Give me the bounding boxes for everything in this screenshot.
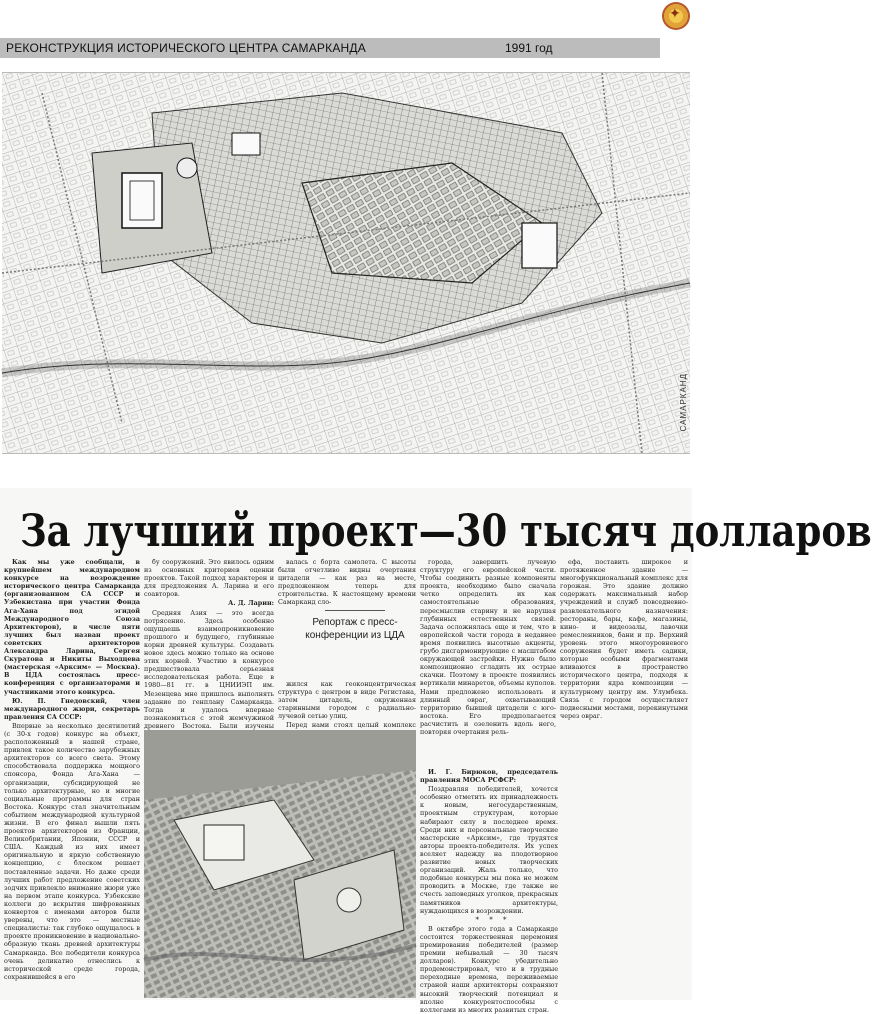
header-title: РЕКОНСТРУКЦИЯ ИСТОРИЧЕСКОГО ЦЕНТРА САМАРКАНДА (6, 41, 366, 55)
paragraph: ефа, поставить широкое и протяженное здание — многофункциональный комплекс для горожан. Это здание должно содержать максимальный набор учреждений и служб повседневно-развлекательного назначения: рестораны, бары, кафе, магазины, кино- и видеозалы, лавочки ремесленников, бани и пр. Верхний уровень этого многоуровневого сооружения будет иметь садики, которые особыми фрагментами вливаются в пространство исторического центра, подходя к территории ядра композиции — культурному центру им. Улумбека. Связь с городом осуществляет подвесными мостами, перекинутыми через овраг. (560, 558, 688, 720)
section-divider: * * * (475, 915, 511, 924)
city-plan-svg (2, 73, 690, 453)
model-photo-svg (144, 730, 416, 998)
speaker-larin: А. Д. Ларин: (228, 599, 274, 608)
paragraph: валась с борта самолета. С высоты были отчетливо видны очертания цитадели — как раз на месте, предложенном теперь для строительства. К настоящему времени Самарканд сло- (278, 558, 416, 607)
paragraph: бу сооружений. Это явилось одним из основных критериев оценки проектов. Такой подход характерен и для предложения А. Ларина и его соавторов. (144, 558, 274, 599)
article-column-4 (420, 558, 556, 748)
paragraph: Средняя Азия — это всегда потрясение. Здесь особенно ощущаешь взаимопроникновение прошлого и будущего, глубинные корни древней культуры. Создавать новое здесь можно только на основе этих корней. Участию в конкурсе предшествовала серьезная исследовательская работа. Еще в 1980—81 гг. в ЦНИИЭП им. Мезенцева мне пришлось выполнять задание по генплану Самарканда. Тогда и удалось впервые познакомиться с этой жемчужиной древнего Востока. Были изучены (144, 608, 274, 730)
article-column-2 (144, 558, 274, 748)
page-header (0, 38, 660, 58)
paragraph: Впервые за несколько десятилетий (с 30-х годов) конкурс на объект, расположенный в нашей стране, привлек такое количество зарубежных архитекторов со всего света. Этому способствовала поддержка мощного спонсора, Фонда Ага-Хана — организации, субсидирующей не только архитектурные, но и многие социальные программы для стран Востока. Конкурс стал значительным событием международной культурной жизни. В его финал вышли пять проектов архитекторов из Франции, Великобритании, Японии, СССР и США. Каждый из них имеет оригинальную и яркую собственную концепцию, с блеском решает поставленные задачи. Но даже среди лучших работ предложение советских зодчих привлекло внимание жюри уже на первом этапе конкурса. Узбекские коллеги до вскрытия шифрованных конвертов с именами авторов были уверены, что это — местные специалисты: так глубоко ощущалось в проекте проникновение в национально-образную ткань древней архитектуры Самарканда. Все победители конкурса очень деликатно отнеслись к исторической среде города, сохранившейся в его (4, 721, 140, 981)
speaker-gnedovsky: Ю. П. Гнедовский, член международного жюри, секретарь правления СА СССР: (4, 696, 140, 721)
reportage-rule (325, 610, 385, 611)
paragraph: жился как геоконцентрическая структура с центром в виде Регистана, затем цитадель, окруженная старинными городом с радиально-лучевой сетью улиц. (278, 680, 416, 721)
speaker-biryukov: И. Г. Бирюков, председатель правления МОСА РСФСР: (420, 768, 558, 785)
article-column-3-continued (278, 680, 416, 730)
lead-paragraph: Как мы уже сообщали, в крупнейшем международном конкурсе на возрождение исторического центра Самарканда (организованном СА СССР и Узбекистана при участии Фонда Ага-Хана под эгидой Международного Союза Архитекторов), в числе пяти лучших был назван проект советских архитекторов Александра Ларина, Сергея Скуратова и Никиты Выходцева (мастерская «Арксим» — Москва). В ЦДА состоялась пресс-конференция с организаторами и участниками этого конкурса. (4, 558, 140, 696)
map-vertical-caption: САМАРКАНД (679, 373, 688, 432)
model-photo (144, 730, 416, 998)
paragraph: В октябре этого года в Самарканде состоится торжественная церемония премирования победителей (размер премии небывалый — 30 тысяч долларов). Конкурс убедительно продемонстрировал, что и в трудные переходные времена, переживаемые страной наши архитекторы сохраняют высокий творческий потенциал и вполне конкурентоспособны с коллегами из многих развитых стран. (420, 924, 558, 1014)
article-column-4-continued (420, 768, 558, 1014)
paragraph: Поздравляя победителей, хочется особенно отметить их принадлежность к новым, негосударственным, проектным структурам, которые набирают силу в последнее время. Среди них и персональные творческие мастерские «Арксим», где трудятся авторы проекта-победителя. Их успех вселяет надежду на плодотворное развитие новых творческих организаций. Жаль только, что подобные конкурсы мы пока не можем проводить в Москве, где также не счесть заповедных уголков, прекрасных памятников архитектуры, нуждающихся в возрождении. (420, 785, 558, 915)
article-column-1 (4, 558, 140, 998)
article-column-3 (278, 558, 416, 607)
header-year: 1991 год (505, 41, 553, 55)
article-headline: За лучший проект—30 тысяч долларов (20, 504, 872, 557)
paragraph: Перед нами стоял целый комплекс (286, 721, 416, 730)
article-column-5 (560, 558, 688, 998)
city-plan-drawing (2, 72, 690, 454)
reportage-label (300, 610, 410, 668)
reportage-text: Репортаж с пресс-конференции из ЦДА (305, 617, 405, 641)
paragraph: города, завершить лучевую структуру его европейской части. Чтобы соединить разные компоненты проекта, необходимо было сначала четко определить их как самостоятельные образования, пересмыслив старину и не нарушая глубинных естественных связей. Задача осложнялась еще и тем, что в европейской части города в недавнее время появились высотные акценты, грубо дисгармонирующие с масштабом окружающей застройки. Нужно было композиционно сгладить их острые скачки. Поэтому в проекте появились вертикали минаретов, объемы куполов. Нами предложено использовать и длинный овраг, охватывающий территорию бывшей цитадели с юго-востока. Его предполагается расчистить и озеленить вдоль него, повторяя очертания рель- (420, 558, 556, 736)
emblem-icon (662, 2, 690, 30)
